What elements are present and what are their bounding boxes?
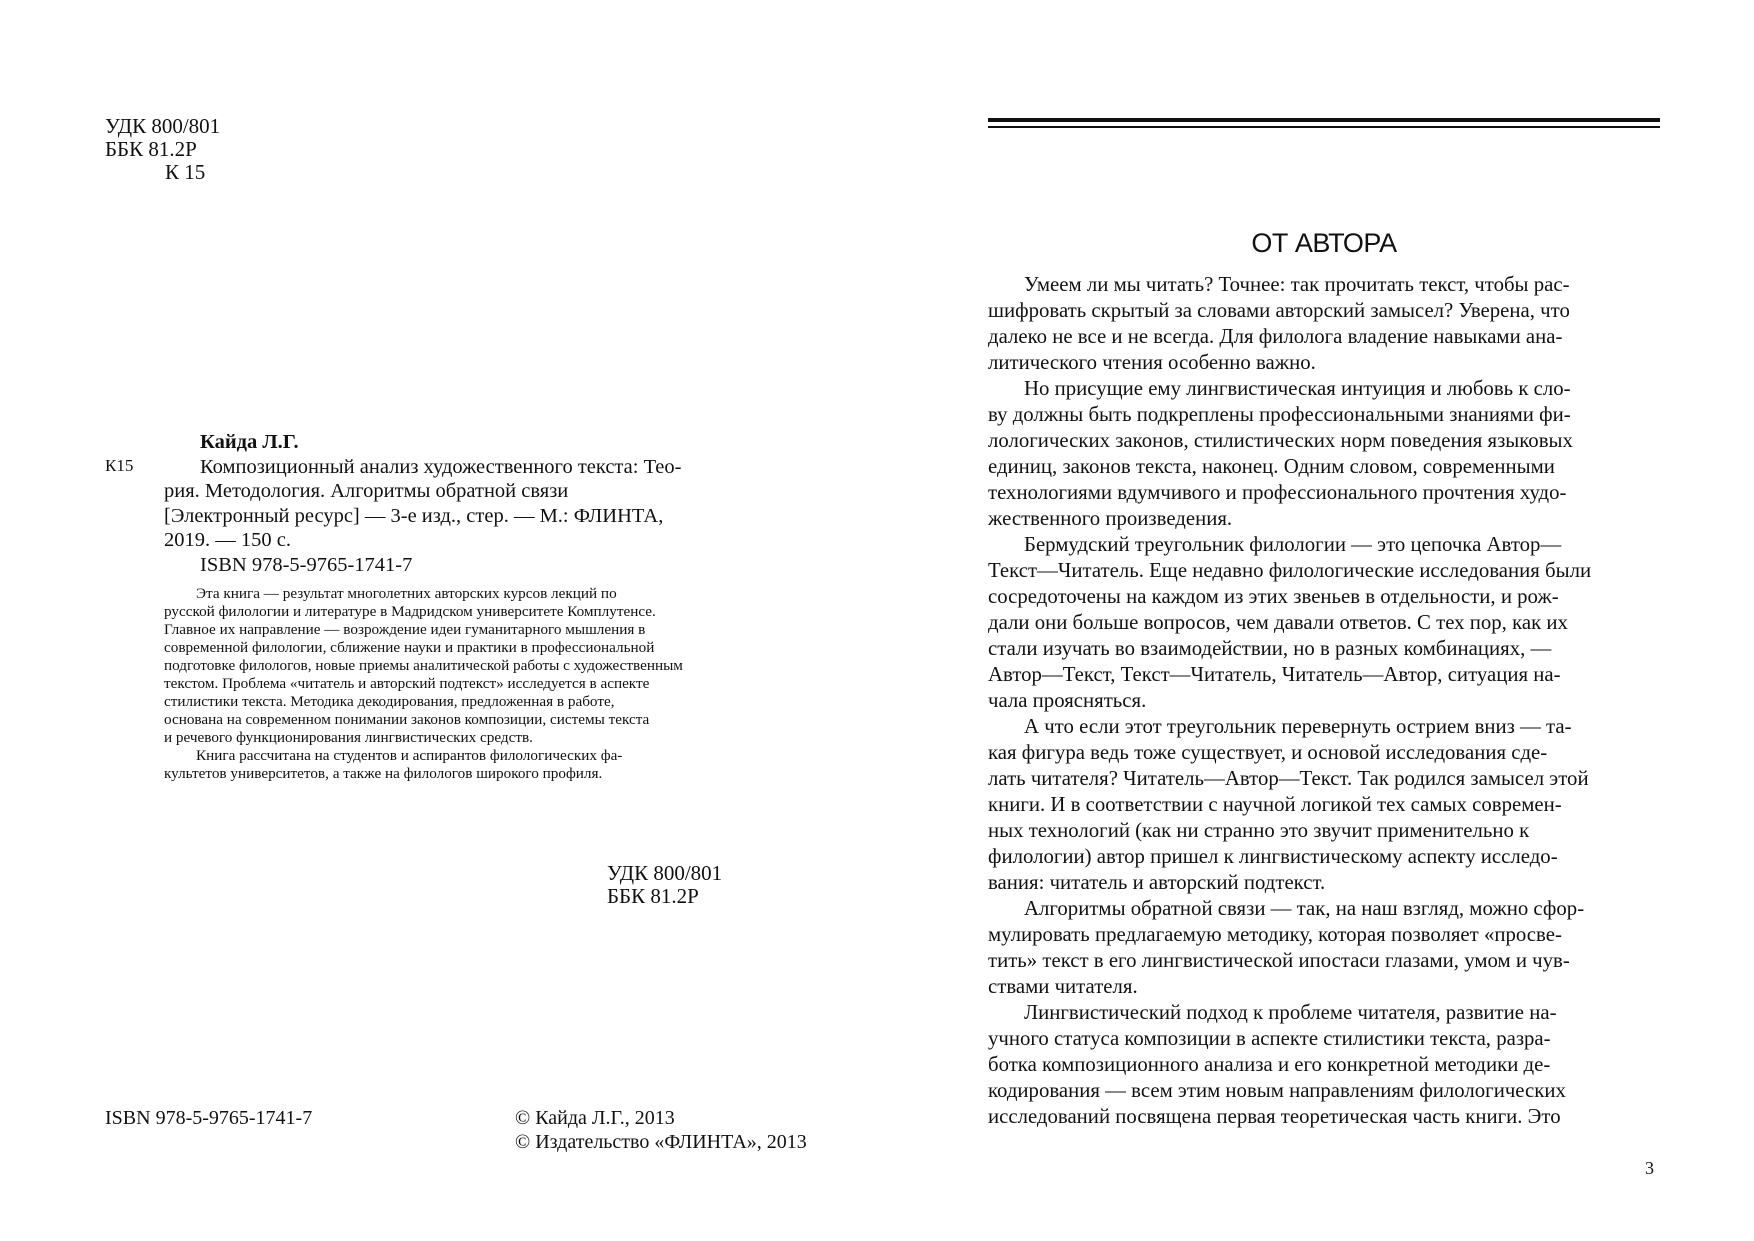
text-line: стали изучать во взаимодействии, но в разных комбинациях, — xyxy=(988,637,1552,660)
annotation-line: Эта книга — результат многолетних авторских курсов лекций по xyxy=(196,585,617,602)
annotation-line: современной филологии, сближение науки и практики в профессиональной xyxy=(164,639,655,656)
annotation-line: и речевого функционирования лингвистических средств. xyxy=(164,729,533,746)
annotation-line: культетов университетов, а также на филологов широкого профиля. xyxy=(164,765,603,782)
text-line: Автор—Текст, Текст—Читатель, Читатель—Автор, ситуация на- xyxy=(988,663,1561,686)
text-line: ву должны быть подкреплены профессиональными знаниями фи- xyxy=(988,403,1571,426)
body-text xyxy=(988,272,1591,1130)
classification-top xyxy=(105,115,220,184)
text-line: лологических законов, стилистических норм поведения языковых xyxy=(988,429,1573,452)
text-line: Умеем ли мы читать? Точнее: так прочитать текст, чтобы рас- xyxy=(1024,273,1570,296)
text-line: книги. И в соответствии с научной логикой тех самых современ- xyxy=(988,793,1562,816)
card-line: 2019. — 150 с. xyxy=(164,529,291,551)
text-line: ботка композиционного анализа и его конкретной методики де- xyxy=(988,1053,1551,1076)
text-line: сосредоточены на каждом из этих звеньев в отдельности, и рож- xyxy=(988,585,1559,608)
card-line: Композиционный анализ художественного текста: Тео- xyxy=(200,455,682,478)
text-line: Но присущие ему лингвистическая интуиция и любовь к сло- xyxy=(1024,377,1571,400)
text-line: лать читателя? Читатель—Автор—Текст. Так родился замысел этой xyxy=(988,767,1589,790)
catalog-card xyxy=(164,430,681,577)
udk-code: УДК 800/801 xyxy=(105,114,221,138)
text-line: мулировать предлагаемую методику, которая позволяет «просве- xyxy=(988,923,1562,946)
text-line: технологиями вдумчивого и профессионального прочтения худо- xyxy=(988,481,1567,504)
text-line: ствами читателя. xyxy=(988,975,1138,998)
annotation-line: Главное их направление — возрождение идеи гуманитарного мышления в xyxy=(164,621,646,638)
text-line: кая фигура ведь тоже существует, и основой исследования сде- xyxy=(988,741,1548,764)
annotation-line: Книга рассчитана на студентов и аспирантов филологических фа- xyxy=(196,747,623,764)
text-line: кодирования — всем этим новым направлениям филологических xyxy=(988,1079,1566,1102)
annotation xyxy=(164,585,683,783)
annotation-line: основана на современном понимании законов композиции, системы текста xyxy=(164,711,650,728)
header-rule-thick xyxy=(988,118,1660,122)
catalog-code: К15 xyxy=(105,456,134,475)
page-number: 3 xyxy=(1645,1158,1654,1178)
udk-code: УДК 800/801 xyxy=(607,861,723,885)
classification-bottom xyxy=(607,862,722,908)
text-line: шифровать скрытый за словами авторский замысел? Уверена, что xyxy=(988,299,1570,322)
copyright-publisher: © Издательство «ФЛИНТА», 2013 xyxy=(515,1131,807,1153)
text-line: филологии) автор пришел к лингвистическому аспекту исследо- xyxy=(988,845,1558,868)
text-line: чала проясняться. xyxy=(988,689,1147,712)
text-line: единиц, законов текста, наконец. Одним словом, современными xyxy=(988,455,1555,478)
card-author: Кайда Л.Г. xyxy=(200,431,299,453)
copyright-author: © Кайда Л.Г., 2013 xyxy=(515,1107,675,1129)
author-mark: К 15 xyxy=(165,160,206,184)
card-isbn: ISBN 978-5-9765-1741-7 xyxy=(200,553,413,576)
text-line: исследований посвящена первая теоретическая часть книги. Это xyxy=(988,1105,1561,1128)
card-line: рия. Методология. Алгоритмы обратной связи xyxy=(164,480,569,502)
text-line: ных технологий (как ни странно это звучит применительно к xyxy=(988,819,1530,842)
isbn: ISBN 978-5-9765-1741-7 xyxy=(105,1107,313,1129)
text-line: вания: читатель и авторский подтекст. xyxy=(988,871,1326,894)
text-line: далеко не все и не всегда. Для филолога владение навыками ана- xyxy=(988,325,1563,348)
text-line: Бермудский треугольник филологии — это цепочка Автор— xyxy=(1024,533,1562,556)
text-line: Лингвистический подход к проблеме читателя, развитие на- xyxy=(1024,1001,1557,1024)
annotation-line: стилистики текста. Методика декодирования, предложенная в работе, xyxy=(164,693,615,710)
header-rule-thin xyxy=(988,126,1660,128)
text-line: тить» текст в его лингвистической ипостаси глазами, умом и чув- xyxy=(988,949,1570,972)
text-line: дали они больше вопросов, чем давали ответов. С тех пор, как их xyxy=(988,611,1568,634)
text-line: жественного произведения. xyxy=(988,507,1233,530)
card-line: [Электронный ресурс] — 3-е изд., стер. — М.: ФЛИНТА, xyxy=(164,504,664,527)
bbk-code: ББК 81.2Р xyxy=(105,137,197,161)
text-line: Алгоритмы обратной связи — так, на наш взгляд, можно сфор- xyxy=(1024,897,1585,920)
text-line: литического чтения особенно важно. xyxy=(988,351,1316,374)
annotation-line: русской филологии и литературе в Мадридском университете Комплутенсе. xyxy=(164,603,656,620)
bbk-code: ББК 81.2Р xyxy=(607,884,699,908)
section-title: ОТ АВТОРА xyxy=(1251,228,1397,258)
copyright-block xyxy=(515,1106,807,1154)
annotation-line: текстом. Проблема «читатель и авторский подтекст» исследуется в аспекте xyxy=(164,675,650,692)
text-line: А что если этот треугольник перевернуть острием вниз — та- xyxy=(1024,715,1572,738)
text-line: учного статуса композиции в аспекте стилистики текста, разра- xyxy=(988,1027,1551,1050)
text-line: Текст—Читатель. Еще недавно филологические исследования были xyxy=(988,559,1592,582)
annotation-line: подготовке филологов, новые приемы аналитической работы с художественным xyxy=(164,657,683,674)
